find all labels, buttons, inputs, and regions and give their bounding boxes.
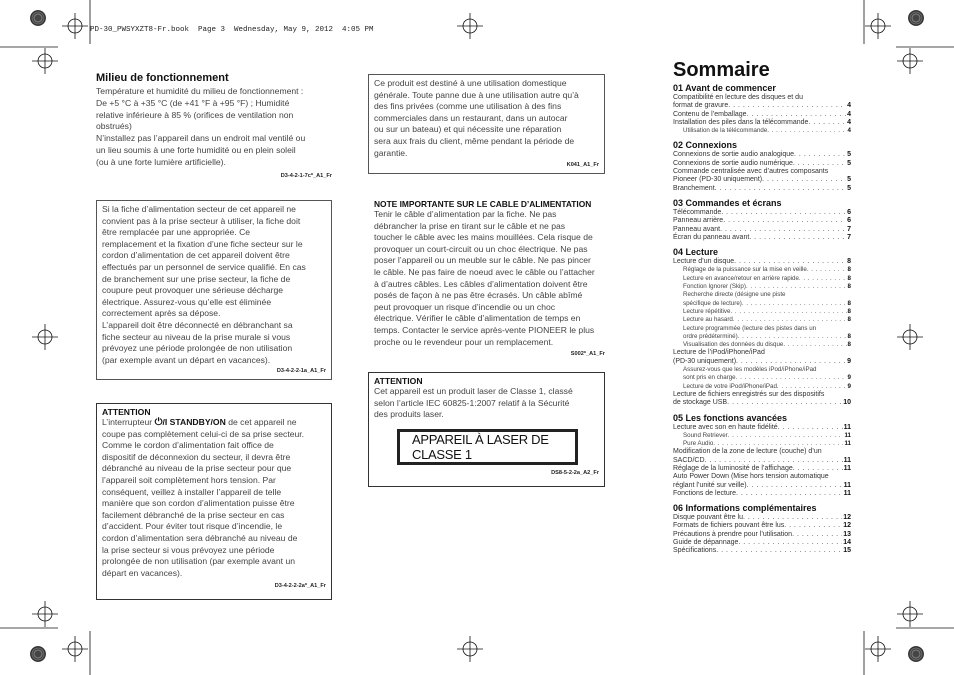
toc-entry[interactable] xyxy=(673,473,851,481)
power-icon: ⏻ xyxy=(154,417,163,428)
toc-entry-page: 11 xyxy=(843,456,851,464)
toc-entry-page: 10 xyxy=(843,399,851,407)
text-line: peut provoquer un risque d’incendie ou un choc xyxy=(374,301,556,312)
laser-text xyxy=(374,386,599,421)
leader-dots xyxy=(720,226,846,234)
text-line: effectués par un personnel de service qualifié. En cas xyxy=(102,261,306,272)
toc-entry-page: 4 xyxy=(847,127,851,135)
power-cable-note xyxy=(374,199,605,357)
text-line: remplacement et la fixation d’une fiche secteur sur le xyxy=(102,238,303,249)
toc-entry[interactable] xyxy=(673,482,851,490)
toc-entry-label: Utilisation de la télécommande xyxy=(683,127,768,135)
toc-entry-page: 12 xyxy=(843,522,851,530)
toc-entry-page: 9 xyxy=(847,357,851,365)
toc-entry[interactable] xyxy=(673,217,851,225)
toc-entry-label: Disque pouvant être lu xyxy=(673,514,744,522)
domestic-use-text xyxy=(374,78,599,159)
toc-entry[interactable] xyxy=(673,383,851,391)
text-line: poser l’appareil ou un meuble sur le câble. Ne pas pincer xyxy=(374,255,591,266)
toc-entry-label: spécifique de lecture) xyxy=(683,299,742,307)
text-line: à d’autres câbles. Les câbles d’alimentation doivent être xyxy=(374,278,588,289)
toc-entry[interactable] xyxy=(673,424,851,432)
toc-entry-label: Lecture de votre iPod/iPhone/iPad xyxy=(683,382,777,390)
text-line: de branchement sur une prise secteur, la fiche de xyxy=(102,273,291,284)
note-title: NOTE IMPORTANTE SUR LE CABLE D’ALIMENTATION xyxy=(374,199,592,209)
text-line: débranché au niveau de la prise secteur pour que xyxy=(102,463,292,474)
text-line: générale. Toute panne due à une utilisation autre qu’à xyxy=(374,89,579,100)
text-line: N’installez pas l’appareil dans un endroit mal ventilé ou xyxy=(96,133,306,144)
toc-entry-label: Télécommande xyxy=(673,208,722,216)
attention-title: ATTENTION xyxy=(102,407,151,417)
leader-dots xyxy=(793,465,843,473)
reference-code: D3-4-2-2-1a_A1_Fr xyxy=(276,368,326,375)
text-line: coupe pas complètement celui-ci de sa prise secteur. xyxy=(102,428,305,439)
text-line: posés de façon à ne pas être écrasés. Un câble abîmé xyxy=(374,290,583,301)
leader-dots xyxy=(767,127,846,135)
toc-entry[interactable] xyxy=(673,391,851,399)
leader-dots xyxy=(727,399,842,407)
toc-entry[interactable] xyxy=(673,226,851,234)
section-title: Milieu de fonctionnement xyxy=(96,72,229,84)
toc-entry-label: Lecture de fichiers enregistrés sur des dispositifs xyxy=(673,390,825,398)
leader-dots xyxy=(723,217,846,225)
laser-attention-box xyxy=(368,372,605,487)
toc-entry-label: Précautions à prendre pour l’utilisation xyxy=(673,530,793,538)
toc-entry-page: 4 xyxy=(847,118,851,126)
toc-entry-label: Recherche directe (désigne une piste xyxy=(683,291,786,299)
text-line: (par exemple avant un départ en vacances). xyxy=(102,354,271,365)
toc-entry[interactable] xyxy=(673,432,851,440)
standby-text xyxy=(102,417,326,579)
text-line: coupure peut provoquer une sérieuse décharge xyxy=(102,285,284,296)
toc-entry[interactable] xyxy=(673,316,851,324)
book-header: PD-30_PWSYXZT8-Fr.book Page 3 Wednesday, May 9, 2012 4:05 PM xyxy=(90,26,374,34)
toc-entry-label: format de gravure xyxy=(673,102,729,110)
text-line: fiche secteur au niveau de la prise murale si vous xyxy=(102,331,291,342)
toc-entry[interactable] xyxy=(673,119,851,127)
text-span: de cet appareil ne xyxy=(225,417,297,427)
toc-entry-page: 8 xyxy=(847,316,851,324)
text-line: un lieu soumis à une forte humidité ou en plein soleil xyxy=(96,144,296,155)
toc-entry[interactable] xyxy=(673,300,851,308)
leader-dots xyxy=(777,383,847,391)
toc-entry-page: 8 xyxy=(847,299,851,307)
toc-entry-page: 6 xyxy=(847,208,851,216)
toc-entry-label: Compatibilité en lecture des disques et du xyxy=(673,94,803,101)
toc-entry[interactable] xyxy=(673,465,851,473)
reference-code: S002*_A1_Fr xyxy=(570,351,605,358)
text-line: des produits laser. xyxy=(374,409,444,420)
toc-entry[interactable] xyxy=(673,234,851,242)
text-line: la prise secteur si vous prévoyez une période xyxy=(102,544,275,555)
text-line: temps. Contacter le service après-vente PIONEER le plus xyxy=(374,324,595,335)
toc-entry-label: Sound Retriever xyxy=(683,431,728,439)
domestic-use-box xyxy=(368,74,605,174)
toc-entry-page: 12 xyxy=(843,514,851,522)
toc-entry-page: 13 xyxy=(843,530,851,538)
toc-entry-page: 8 xyxy=(847,266,851,274)
toc-entry[interactable] xyxy=(673,341,851,349)
toc-entry[interactable] xyxy=(673,539,851,547)
text-line: manière que son cordon d’alimentation puisse être xyxy=(102,498,295,509)
text-line: Ce produit est destiné à une utilisation domestique xyxy=(374,78,567,88)
toc-entry-page: 6 xyxy=(847,217,851,225)
toc-entry[interactable] xyxy=(673,283,851,291)
text-line: électrique. Vérifier le câble d’alimentation de temps en xyxy=(374,313,581,324)
text-line: Température et humidité du milieu de fonctionnement : xyxy=(96,86,304,96)
toc-entry-label: Panneau avant xyxy=(673,225,721,233)
toc-entry-page: 9 xyxy=(847,374,851,382)
toc-entry-label: Visualisation des données du disque xyxy=(683,341,784,349)
toc-section-title: 03 Commandes et écrans xyxy=(673,197,782,208)
leader-dots xyxy=(736,358,846,366)
toc-entry-page: 4 xyxy=(847,102,851,110)
toc-entry[interactable] xyxy=(673,127,851,135)
toc-entry-label: Réglage de la puissance sur la mise en veille xyxy=(683,266,807,274)
toc-entry-label: Lecture au hasard xyxy=(683,316,733,324)
toc-entry-label: Connexions de sortie audio numérique xyxy=(673,159,793,167)
text-span: L’interrupteur xyxy=(102,417,155,427)
toc-entry[interactable] xyxy=(673,168,851,176)
leader-dots xyxy=(747,482,843,490)
leader-dots xyxy=(742,300,847,308)
toc-entry[interactable] xyxy=(673,291,851,299)
standby-attention-box xyxy=(96,403,332,600)
toc-entry-label: réglant l’unité sur veille) xyxy=(673,481,747,489)
text-line: selon l’article IEC 60825-1:2007 relatif à la Sécurité xyxy=(374,397,570,408)
toc-section-title: 06 Informations complémentaires xyxy=(673,503,817,514)
text-line: prolongée de non utilisation (par exemple avant un xyxy=(102,556,296,567)
power-plug-box xyxy=(96,200,332,380)
toc-entry[interactable] xyxy=(673,176,851,184)
text-line: toucher le câble avec les mains mouillées. Cela risque de xyxy=(374,232,593,243)
reference-code: D3-4-2-2-2a*_A1_Fr xyxy=(274,583,326,590)
toc-entry-label: Formats de fichiers pouvant être lus xyxy=(673,522,785,530)
toc-entry-label: Écran du panneau avant xyxy=(673,233,750,241)
toc-entry-label: Lecture répétitive xyxy=(683,307,731,315)
text-line: relative inférieure à 85 % (orifices de ventilation non xyxy=(96,109,294,120)
toc-entry-page: 5 xyxy=(847,151,851,159)
milieu-section xyxy=(96,72,332,179)
toc-entry-page: 7 xyxy=(847,233,851,241)
text-line: départ en vacances). xyxy=(102,567,183,578)
toc-entry-label: Spécifications xyxy=(673,547,717,555)
toc-entry-label: Assurez-vous que les modèles iPod/iPhone/iPad xyxy=(683,366,817,374)
text-line: cordon d’alimentation sera débranché au niveau de xyxy=(102,532,298,543)
leader-dots xyxy=(713,440,843,448)
toc-section-title: 01 Avant de commencer xyxy=(673,83,776,93)
text-line: prévoyez une période prolongée de non utilisation xyxy=(102,343,293,354)
text-line: d’accident. Pour éviter tout risque d’incendie, le xyxy=(102,521,283,532)
toc-entry-page: 8 xyxy=(847,283,851,291)
toc-entry-label: Lecture de l’iPod/iPhone/iPad xyxy=(673,349,765,357)
text-line: De +5 °C à +35 °C (de +41 °F à +95 °F) ; Humidité xyxy=(96,97,290,108)
toc-entry-page: 11 xyxy=(843,481,851,489)
toc-entry[interactable] xyxy=(673,547,851,555)
toc-entry-label: Connexions de sortie audio analogique xyxy=(673,151,795,159)
leader-dots xyxy=(715,185,846,193)
power-plug-text xyxy=(102,204,326,366)
leader-dots xyxy=(738,539,842,547)
toc-entry[interactable] xyxy=(673,349,851,357)
toc-entry[interactable] xyxy=(673,151,851,159)
toc-entry[interactable] xyxy=(673,94,851,102)
text-line: le câble. Ne pas faire de noeud avec le câble ou l’attacher xyxy=(374,266,595,277)
toc-entry-page: 11 xyxy=(844,440,851,448)
toc-entry[interactable] xyxy=(673,399,851,407)
toc-entry-page: 8 xyxy=(847,258,851,266)
toc-entry-page: 7 xyxy=(847,225,851,233)
toc-entry[interactable] xyxy=(673,209,851,217)
text-line: (ou à une forte lumière artificielle). xyxy=(96,156,226,167)
toc-entry-page: 5 xyxy=(847,184,851,192)
text-line: obstrués) xyxy=(96,121,132,132)
power-cable-text xyxy=(374,209,605,348)
leader-dots xyxy=(749,234,846,242)
toc-entry-label: Commande centralisée avec d’autres composants xyxy=(673,168,829,176)
text-line: Tenir le câble d’alimentation par la fiche. Ne pas xyxy=(374,209,557,219)
text-line: être remplacée par une appropriée. Ce xyxy=(102,227,251,238)
toc-section-title: 04 Lecture xyxy=(673,247,719,258)
toc-entry-page: 8 xyxy=(847,332,851,340)
toc-entry-page: 8 xyxy=(847,307,851,315)
text-line: garantie. xyxy=(374,147,408,158)
text-line: électrique. Assurez-vous qu’elle est éliminée xyxy=(102,296,272,307)
toc-entry-label: Modification de la zone de lecture (couche) d’un xyxy=(673,448,822,456)
toc-section-title: 02 Connexions xyxy=(673,140,738,151)
toc-entry-page: 11 xyxy=(843,423,851,431)
text-line: l’appareil soit complètement hors tension. Par xyxy=(102,474,276,485)
leader-dots xyxy=(736,490,843,498)
leader-dots xyxy=(794,151,846,159)
leader-dots xyxy=(705,457,843,465)
leader-dots xyxy=(716,547,842,555)
leader-dots xyxy=(730,308,846,316)
toc-entry[interactable] xyxy=(673,160,851,168)
leader-dots xyxy=(808,119,846,127)
toc-entry-label: sont pris en charge xyxy=(683,374,736,382)
toc-entry[interactable] xyxy=(673,333,851,341)
toc-entry[interactable] xyxy=(673,308,851,316)
text-line: conséquent, veillez à installer l’appareil de telle xyxy=(102,486,282,497)
toc-entry-label: Contenu de l’emballage xyxy=(673,110,747,118)
leader-dots xyxy=(736,374,847,382)
text-line: commerciales dans un restaurant, dans un autocar xyxy=(374,112,568,123)
table-of-contents xyxy=(673,59,851,556)
leader-dots xyxy=(747,111,847,119)
leader-dots xyxy=(783,341,846,349)
text-line: Cet appareil est un produit laser de Classe 1, classé xyxy=(374,386,573,396)
toc-entry-label: ordre prédéterminé) xyxy=(683,332,738,340)
leader-dots xyxy=(738,333,847,341)
leader-dots xyxy=(793,160,846,168)
toc-entry-label: Panneau arrière xyxy=(673,217,724,225)
toc-entry[interactable] xyxy=(673,358,851,366)
toc-entry-page: 11 xyxy=(843,489,851,497)
toc-entry-label: Pure Audio xyxy=(683,440,714,448)
reference-code: K041_A1_Fr xyxy=(566,162,599,169)
toc-entry-page: 11 xyxy=(844,431,851,439)
text-line: des fins privées (comme une utilisation à des fins xyxy=(374,101,562,112)
toc-entry-label: Branchement xyxy=(673,184,715,192)
toc-entry-page: 5 xyxy=(847,176,851,184)
toc-entry-page: 8 xyxy=(847,341,851,349)
toc-entry[interactable] xyxy=(673,531,851,539)
toc-entry-page: 15 xyxy=(843,547,851,555)
leader-dots xyxy=(733,316,847,324)
text-line: Si la fiche d’alimentation secteur de cet appareil ne xyxy=(102,204,296,214)
text-line: convient pas à la prise secteur à utiliser, la fiche doit xyxy=(102,215,301,226)
text-line: Comme le cordon d’alimentation fait office de xyxy=(102,440,274,451)
text-line: L’appareil doit être déconnecté en débranchant sa xyxy=(102,319,293,330)
toc-entry-label: Lecture d’un disque xyxy=(673,258,735,266)
toc-entry[interactable] xyxy=(673,440,851,448)
toc-entry[interactable] xyxy=(673,325,851,333)
toc-entry[interactable] xyxy=(673,366,851,374)
text-line: provoquer un court-circuit ou un choc électrique. Ne pas xyxy=(374,243,588,254)
toc-entry-label: Réglage de la luminosité de l’affichage xyxy=(673,464,793,472)
leader-dots xyxy=(792,531,842,539)
toc-entry-label: Guide de dépannage xyxy=(673,539,739,547)
text-line: ou sur un bateau) et qui nécessite une réparation xyxy=(374,124,562,135)
toc-entry-label: Fonctions de lecture xyxy=(673,489,737,497)
toc-entry-page: 4 xyxy=(847,110,851,118)
text-line: facilement débranché de la prise secteur en cas xyxy=(102,509,285,520)
text-line: sera aux frais du client, même pendant la période de xyxy=(374,135,575,146)
text-line xyxy=(102,417,326,429)
leader-dots xyxy=(743,514,842,522)
toc-entry-label: Fonction Ignorer (Skip) xyxy=(683,283,746,291)
toc-entry-label: Installation des piles dans la télécommande xyxy=(673,118,809,126)
toc-entry[interactable] xyxy=(673,266,851,274)
toc-entry[interactable] xyxy=(673,522,851,530)
toc-entry[interactable] xyxy=(673,457,851,465)
text-line: correctement après sa dépose. xyxy=(102,308,221,319)
leader-dots xyxy=(784,522,842,530)
standby-label-text: /I STANDBY/ON xyxy=(162,417,226,427)
text-line: débrancher la prise en tirant sur le câble et ne pas xyxy=(374,220,566,231)
toc-body xyxy=(673,83,851,556)
leader-dots xyxy=(746,283,847,291)
toc-entry-label: (PD-30 uniquement) xyxy=(673,357,737,365)
leader-dots xyxy=(762,176,846,184)
toc-entry-label: de stockage USB xyxy=(673,399,728,407)
leader-dots xyxy=(807,266,847,274)
toc-entry-label: Lecture programmée (lecture des pistes dans un xyxy=(683,324,817,332)
leader-dots xyxy=(721,209,846,217)
toc-entry-label: Lecture en avance/retour en arrière rapide xyxy=(683,274,799,282)
leader-dots xyxy=(728,102,846,110)
toc-entry-page: 5 xyxy=(847,159,851,167)
milieu-body xyxy=(96,86,332,169)
reference-code: DS8-5-2-2a_A2_Fr xyxy=(551,469,599,476)
toc-entry-label: Lecture avec son en haute fidélité xyxy=(673,423,778,431)
toc-entry-page: 14 xyxy=(843,539,851,547)
reference-code: D3-4-2-1-7c*_A1_Fr xyxy=(280,172,332,179)
text-line: dispositif de déconnexion du secteur, il devra être xyxy=(102,451,291,462)
toc-entry-label: Pioneer (PD-30 uniquement) xyxy=(673,176,763,184)
toc-entry-label: Auto Power Down (Mise hors tension automatique xyxy=(673,473,829,481)
toc-entry-page: 9 xyxy=(847,382,851,390)
toc-entry[interactable] xyxy=(673,514,851,522)
toc-entry[interactable] xyxy=(673,490,851,498)
toc-entry[interactable] xyxy=(673,448,851,456)
toc-entry-page: 11 xyxy=(843,464,851,472)
toc-title: Sommaire xyxy=(673,59,770,81)
toc-entry[interactable] xyxy=(673,275,851,283)
laser-class-label: APPAREIL À LASER DE CLASSE 1 xyxy=(397,429,578,465)
leader-dots xyxy=(778,424,843,432)
toc-entry-label: SACD/CD xyxy=(673,456,705,464)
toc-entry[interactable] xyxy=(673,258,851,266)
toc-entry-page: 8 xyxy=(847,274,851,282)
toc-entry[interactable] xyxy=(673,102,851,110)
leader-dots xyxy=(799,275,847,283)
attention-title: ATTENTION xyxy=(374,376,423,386)
leader-dots xyxy=(728,432,844,440)
leader-dots xyxy=(734,258,846,266)
toc-entry[interactable] xyxy=(673,111,851,119)
toc-entry[interactable] xyxy=(673,374,851,382)
text-line: cordon d’alimentation de cet appareil doivent être xyxy=(102,250,290,261)
toc-entry[interactable] xyxy=(673,185,851,193)
standby-label xyxy=(155,417,226,427)
toc-section-title: 05 Les fonctions avancées xyxy=(673,412,788,423)
text-line: proche ou le revendeur pour un remplacement. xyxy=(374,336,554,347)
